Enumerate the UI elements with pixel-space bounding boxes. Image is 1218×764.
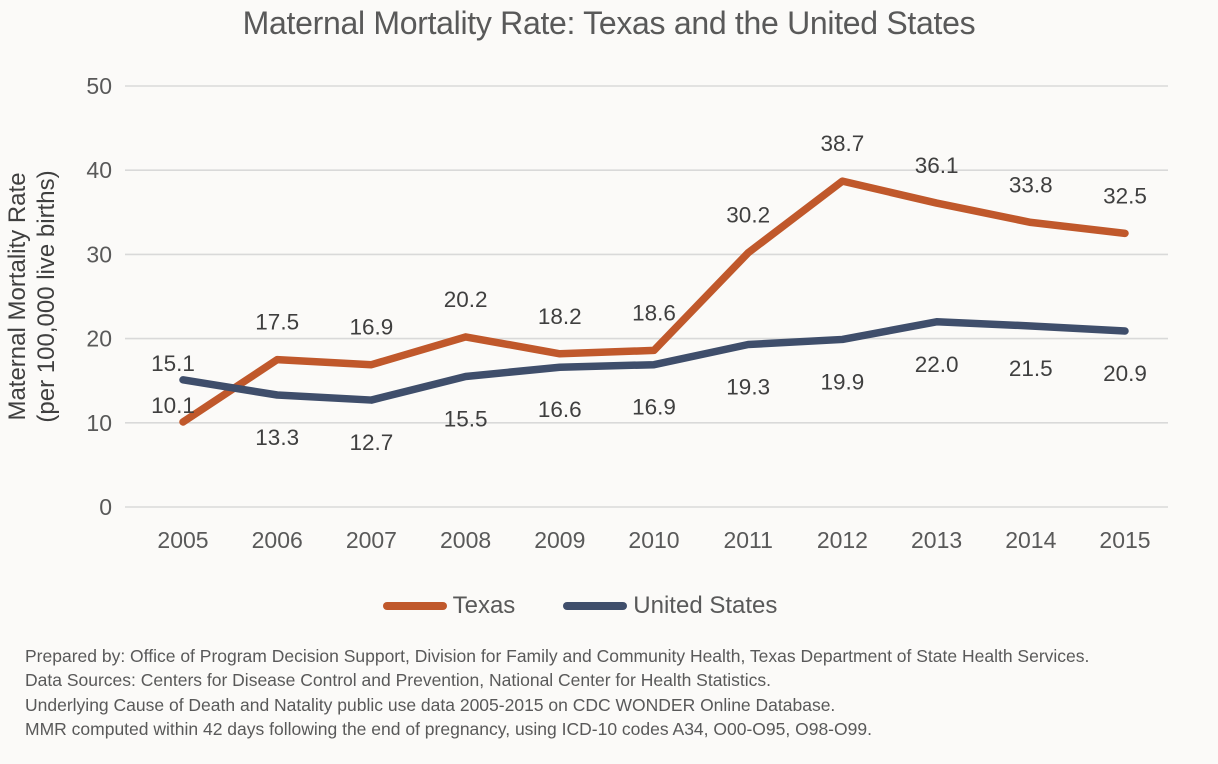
footnote-prepared-by: Prepared by: Office of Program Decision Support, Division for Family and Community Health, Texas Department of State Health Services. [25,646,1090,666]
texas-data-labels [151,131,1147,418]
svg-text:20: 20 [86,325,112,352]
svg-text:2011: 2011 [723,527,773,553]
svg-text:30: 30 [86,241,112,268]
svg-text:2008: 2008 [440,527,492,553]
svg-text:12.7: 12.7 [349,430,394,456]
y-axis-title [4,170,60,422]
svg-text:22.0: 22.0 [914,351,959,377]
svg-text:40: 40 [86,157,112,184]
svg-text:17.5: 17.5 [255,309,300,335]
svg-text:10: 10 [86,409,112,436]
svg-text:2006: 2006 [251,527,303,553]
svg-text:2012: 2012 [816,527,868,553]
svg-text:(per 100,000 live births): (per 100,000 live births) [33,170,60,423]
legend-item-texas [383,592,516,620]
svg-text:36.1: 36.1 [914,153,959,179]
svg-text:33.8: 33.8 [1008,172,1053,198]
svg-text:32.5: 32.5 [1103,183,1147,209]
svg-text:13.3: 13.3 [255,425,300,451]
texas-line-swatch-icon [383,602,447,610]
footnote-underlying-cause: Underlying Cause of Death and Natality public use data 2005-2015 on CDC WONDER Online Database. [25,694,836,715]
svg-text:2009: 2009 [534,527,586,553]
svg-text:2010: 2010 [628,527,680,553]
svg-text:0: 0 [99,494,112,520]
svg-text:21.5: 21.5 [1008,355,1053,381]
legend-label-texas: Texas [452,592,516,619]
svg-text:15.1: 15.1 [151,350,195,376]
svg-text:20.2: 20.2 [443,286,488,312]
svg-text:2007: 2007 [345,527,397,553]
svg-text:30.2: 30.2 [726,202,771,228]
svg-text:2014: 2014 [1005,527,1057,553]
svg-text:16.6: 16.6 [537,397,582,423]
legend-label-united-states: United States [633,592,778,619]
svg-text:18.6: 18.6 [632,300,676,326]
x-axis-tick-labels [157,527,1150,553]
svg-text:Maternal Mortality Rate: Maternal Mortality Rate [4,172,31,421]
svg-text:2013: 2013 [911,527,963,553]
chart-title: Maternal Mortality Rate: Texas and the United States [242,5,976,41]
svg-text:38.7: 38.7 [820,131,865,157]
svg-text:16.9: 16.9 [632,394,676,420]
legend-item-united-states [563,592,777,620]
svg-text:2015: 2015 [1099,527,1151,553]
legend [0,592,1160,620]
svg-text:19.9: 19.9 [820,369,865,395]
footnotes [25,644,1205,742]
y-axis-tick-labels [86,73,112,520]
svg-text:15.5: 15.5 [443,406,488,432]
us-line-swatch-icon [563,602,627,610]
svg-text:16.9: 16.9 [349,314,394,340]
footnote-mmr-definition: MMR computed within 42 days following the end of pregnancy, using ICD-10 codes A34, O00-O95, O98-O99. [25,719,872,740]
svg-text:19.3: 19.3 [726,374,771,400]
svg-text:18.2: 18.2 [537,303,582,329]
svg-text:20.9: 20.9 [1103,361,1147,387]
footnote-data-sources: Data Sources: Centers for Disease Control and Prevention, National Center for Health Statistics. [25,670,772,691]
svg-text:10.1: 10.1 [151,392,195,418]
svg-text:50: 50 [86,73,112,99]
svg-text:2005: 2005 [157,527,209,553]
